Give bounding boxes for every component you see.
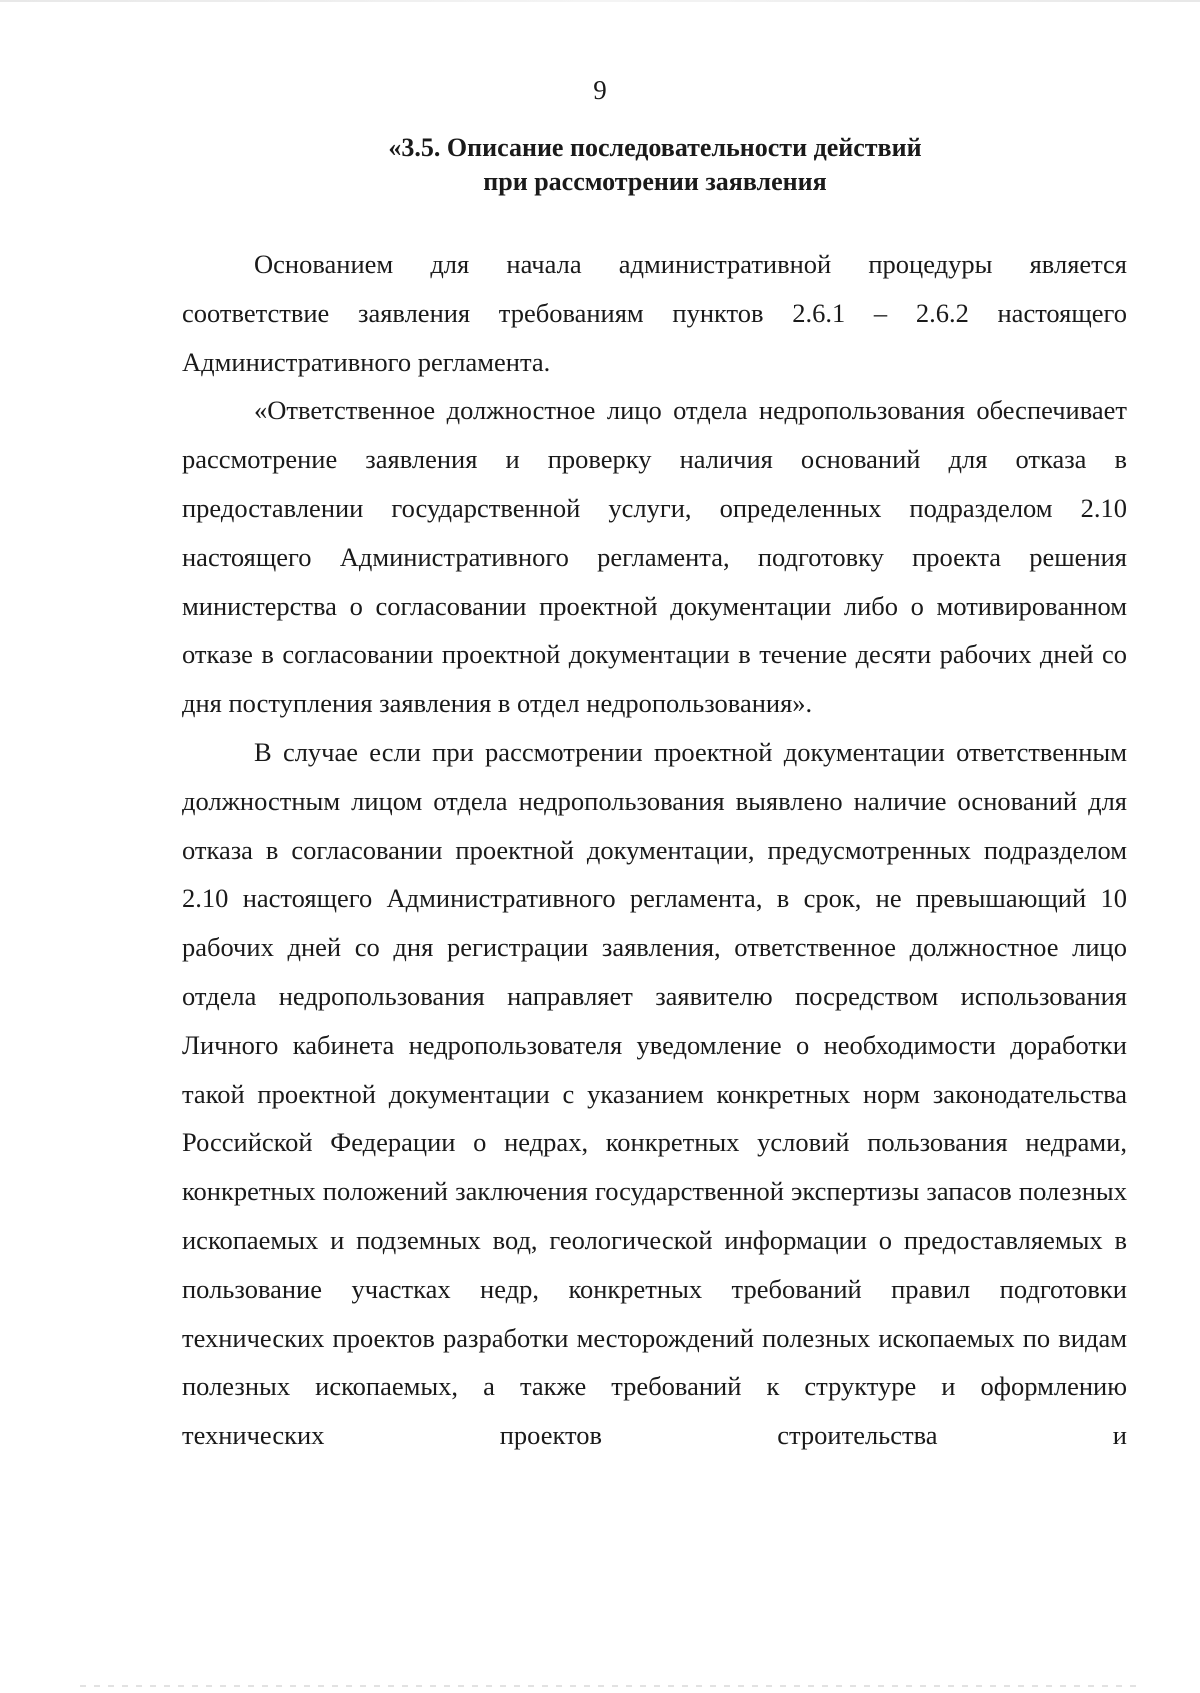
section-heading bbox=[240, 131, 1070, 199]
section-heading-line-2: при рассмотрении заявления bbox=[483, 167, 827, 196]
body-text bbox=[182, 240, 1127, 1460]
scan-edge-top bbox=[0, 0, 1200, 2]
paragraph-basis: Основанием для начала административной процедуры является соответствие заявления требованиям пунктов 2.6.1 – 2.6.2 настоящего Административного регламента. bbox=[182, 249, 1127, 377]
section-heading-line-1: «3.5. Описание последовательности действий bbox=[388, 133, 922, 162]
paragraph-refusal-case: В случае если при рассмотрении проектной документации ответственным должностным лицом отдела недропользования выявлено наличие оснований для отказа в согласовании проектной документации, предусмотренных подразделом 2.10 настоящего Административного регламента, в срок, не превышающий 10 рабочих дней со дня регистрации заявления, ответственное должностное лицо отдела недропользования направляет заявителю посредством использования Личного кабинета недропользователя уведомление о необходимости доработки такой проектной документации с указанием конкретных норм законодательства Российской Федерации о недрах, конкретных условий пользования недрами, конкретных положений заключения государственной экспертизы запасов полезных ископаемых и подземных вод, геологической информации о предоставляемых в пользование участках недр, конкретных требований правил подготовки технических проектов разработки месторождений полезных ископаемых по видам полезных ископаемых, а также требований к структуре и оформлению технических проектов строительства и bbox=[182, 736, 1127, 1451]
scan-edge-bottom bbox=[80, 1685, 1140, 1687]
paragraph-responsible-official: «Ответственное должностное лицо отдела недропользования обеспечивает рассмотрение заявления и проверку наличия оснований для отказа в предоставлении государственной услуги, определенных подразделом 2.10 настоящего Административного регламента, подготовку проекта решения министерства о согласовании проектной документации либо о мотивированном отказе в согласовании проектной документации в течение десяти рабочих дней со дня поступления заявления в отдел недропользования». bbox=[182, 395, 1127, 719]
page-number: 9 bbox=[593, 75, 607, 105]
